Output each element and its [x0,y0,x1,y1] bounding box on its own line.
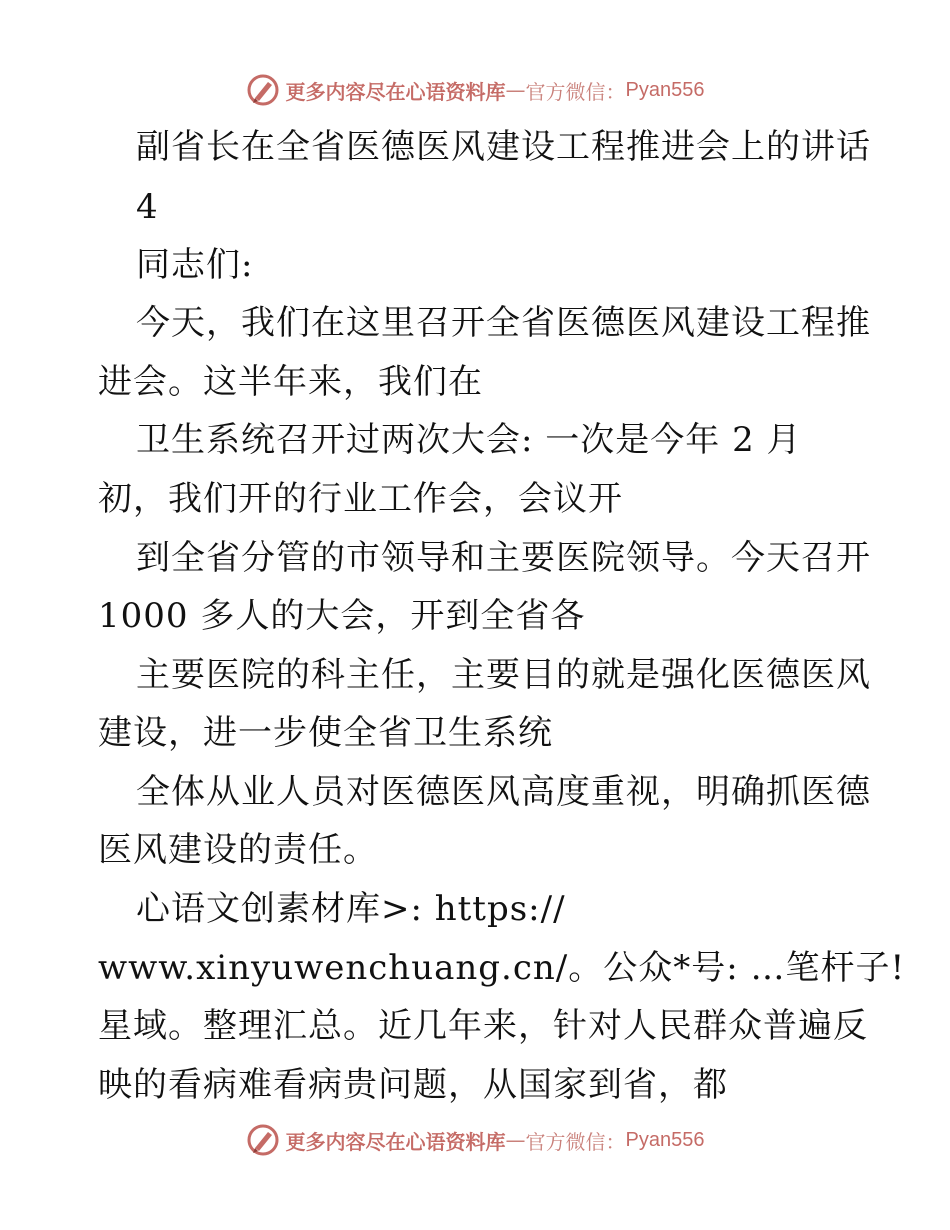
header-watermark-banner [0,70,950,110]
paragraph-line: 到全省分管的市领导和主要医院领导。今天召开 [136,538,871,578]
banner-site-text: 更多内容尽在心语资料库 [285,79,506,104]
salutation: 同志们: [136,245,254,285]
paragraph-line: 初，我们开的行业工作会，会议开 [98,479,623,519]
banner-wechat-label: 官方微信： [525,1129,626,1154]
pen-logo-icon [246,1123,280,1157]
paragraph-line: 心语文创素材库>: https:// [136,889,566,929]
banner-site-text: 更多内容尽在心语资料库 [285,1129,506,1154]
banner-wechat-id: Pyan556 [625,78,705,101]
pen-logo-icon [246,73,280,107]
paragraph-line: 全体从业人员对医德医风高度重视，明确抓医德 [136,772,871,812]
document-title-line-1: 副省长在全省医德医风建设工程推进会上的讲话 [136,127,871,167]
paragraph-line: 医风建设的责任。 [98,830,378,870]
paragraph-line: 1000 多人的大会，开到全省各 [98,596,586,636]
paragraph-line: www.xinyuwenchuang.cn/。公众*号: …笔杆子! [98,948,906,988]
banner-wechat-label: 官方微信： [525,79,626,104]
paragraph-line: 建设，进一步使全省卫生系统 [98,713,553,753]
paragraph-line: 主要医院的科主任，主要目的就是强化医德医风 [136,655,871,695]
banner-wechat-id: Pyan556 [625,1128,705,1151]
banner-separator: — [505,78,526,102]
paragraph-line: 星域。整理汇总。近几年来，针对人民群众普遍反 [98,1006,868,1046]
paragraph-line: 进会。这半年来，我们在 [98,362,483,402]
document-title-line-2: 4 [136,187,159,227]
footer-watermark-banner [0,1120,950,1160]
banner-separator: — [505,1128,526,1152]
paragraph-line: 今天，我们在这里召开全省医德医风建设工程推 [136,303,871,343]
paragraph-line: 映的看病难看病贵问题，从国家到省，都 [98,1065,728,1105]
paragraph-line: 卫生系统召开过两次大会: 一次是今年 2 月 [136,420,802,460]
